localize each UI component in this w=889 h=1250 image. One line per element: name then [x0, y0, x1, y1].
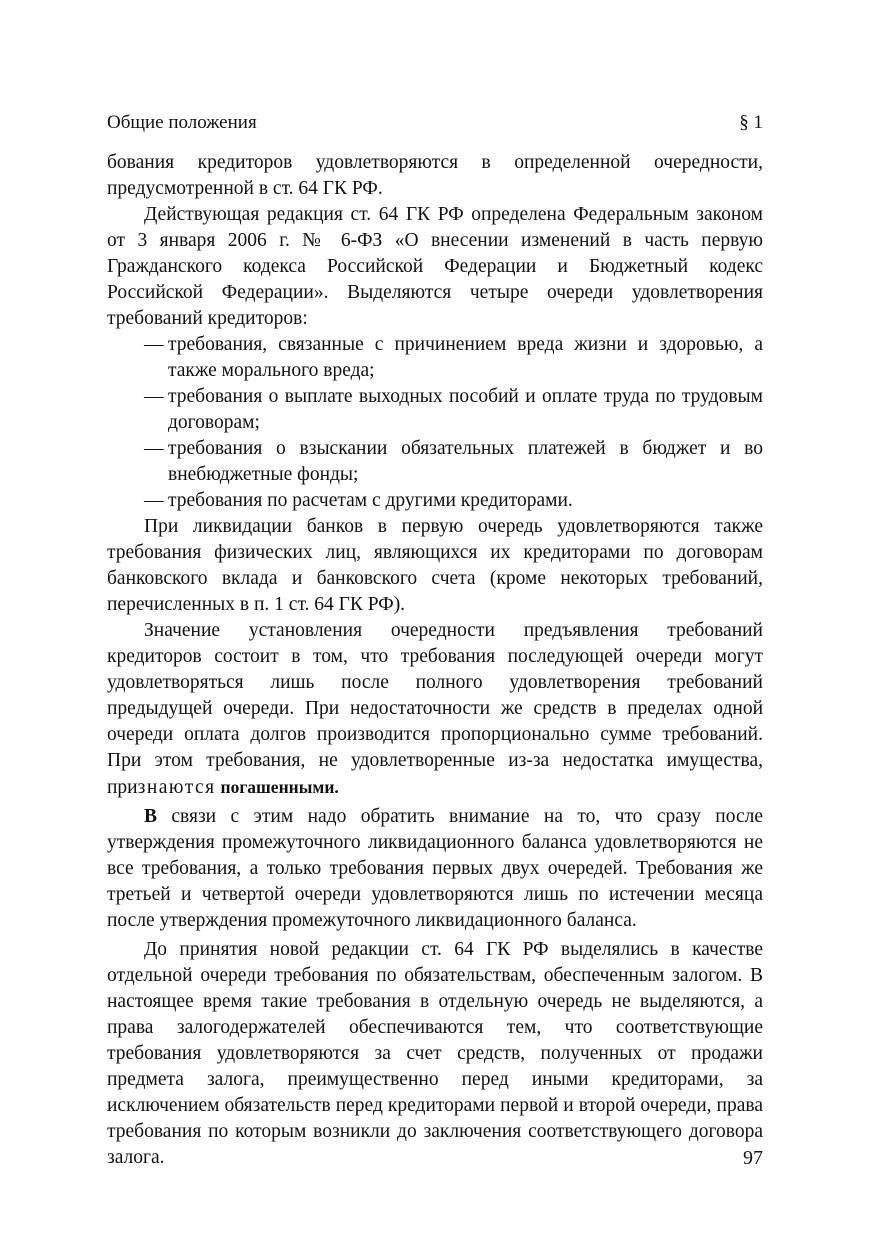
list-item	[107, 332, 763, 384]
dash-marker: —	[144, 386, 164, 407]
list-item-text: требования о выплате выходных пособий и оплате труда по трудовым договорам;	[168, 386, 763, 433]
paragraph-current-edition: Действующая редакция ст. 64 ГК РФ определена Федеральным законом от 3 января 2006 г. № 6-ФЗ «О внесении изменений в часть первую Гражданского кодекса Российской Федерации и Бюджетный кодекс Российской Федерации». Выделяются четыре очереди удовлетворения требований кредиторов:	[107, 204, 763, 329]
paragraph-pledge: До принятия новой редакции ст. 64 ГК РФ выделялись в качестве отдельной очереди требования по обязательствам, обеспеченным залогом. В настоящее время такие требования в отдельную очередь не выделяются, а права залогодержателей обеспечиваются тем, что соответствующие требования удовлетворяются за счет средств, полученных от продажи предмета залога, преимущественно перед иными кредиторами, за исключением обязательств перед кредиторами первой и второй очереди, права требования по которым возникли до заключения соответствующего договора залога.	[107, 939, 763, 1168]
emphasized-term: погашенными.	[220, 777, 339, 797]
dash-marker: —	[144, 334, 164, 355]
dash-marker: —	[144, 490, 164, 511]
dash-marker: —	[144, 438, 164, 459]
body-text	[107, 150, 763, 1171]
spaced-word: знаются	[137, 777, 216, 798]
paragraph-text: связи с этим надо обратить внимание на то, что сразу после утверждения промежуточного ликвидационного баланса удовлетворяются не все требования, а только требования первых двух очередей. Требования же третьей и четвертой очереди удовлетворяются лишь по истечении месяца после утверждения промежуточного ликвидационного баланса.	[107, 806, 764, 931]
list-item	[107, 436, 763, 488]
page-number: 97	[743, 1147, 763, 1169]
paragraph-interim-balance	[107, 804, 763, 934]
list-item-text: требования по расчетам с другими кредиторами.	[168, 490, 573, 511]
list-item-text: требования, связанные с причинением вреда жизни и здоровью, а также морального вреда;	[168, 334, 763, 381]
paragraph-text: Значение установления очередности предъявления требований кредиторов состоит в том, что требования последующей очереди могут удовлетворяться лишь после полного удовлетворения требований предыдущей очереди. При недостаточности же средств в пределах одной очереди оплата долгов производится пропорционально сумме требований. При этом требования, не удовлетворенные из-за недостатка имущества, при	[107, 620, 763, 798]
section-title: Общие положения	[107, 112, 257, 133]
bold-initial: В	[144, 806, 158, 827]
paragraph-queue-significance	[107, 618, 763, 801]
running-header	[107, 110, 763, 136]
list-item	[107, 488, 763, 514]
paragraph-continuation: бования кредиторов удовлетворяются в определенной очередности, предусмотренной в ст. 64 ГК РФ.	[107, 152, 763, 199]
paragraph-bank-liquidation: При ликвидации банков в первую очередь удовлетворяются также требования физических лиц, являющихся их кредиторами по договорам банковского вклада и банковского счета (кроме некоторых требований, перечисленных в п. 1 ст. 64 ГК РФ).	[107, 516, 763, 615]
section-number: § 1	[739, 112, 763, 133]
creditor-queue-list	[107, 332, 763, 514]
list-item	[107, 384, 763, 436]
list-item-text: требования о взыскании обязательных платежей в бюджет и во внебюджетные фонды;	[168, 438, 763, 485]
